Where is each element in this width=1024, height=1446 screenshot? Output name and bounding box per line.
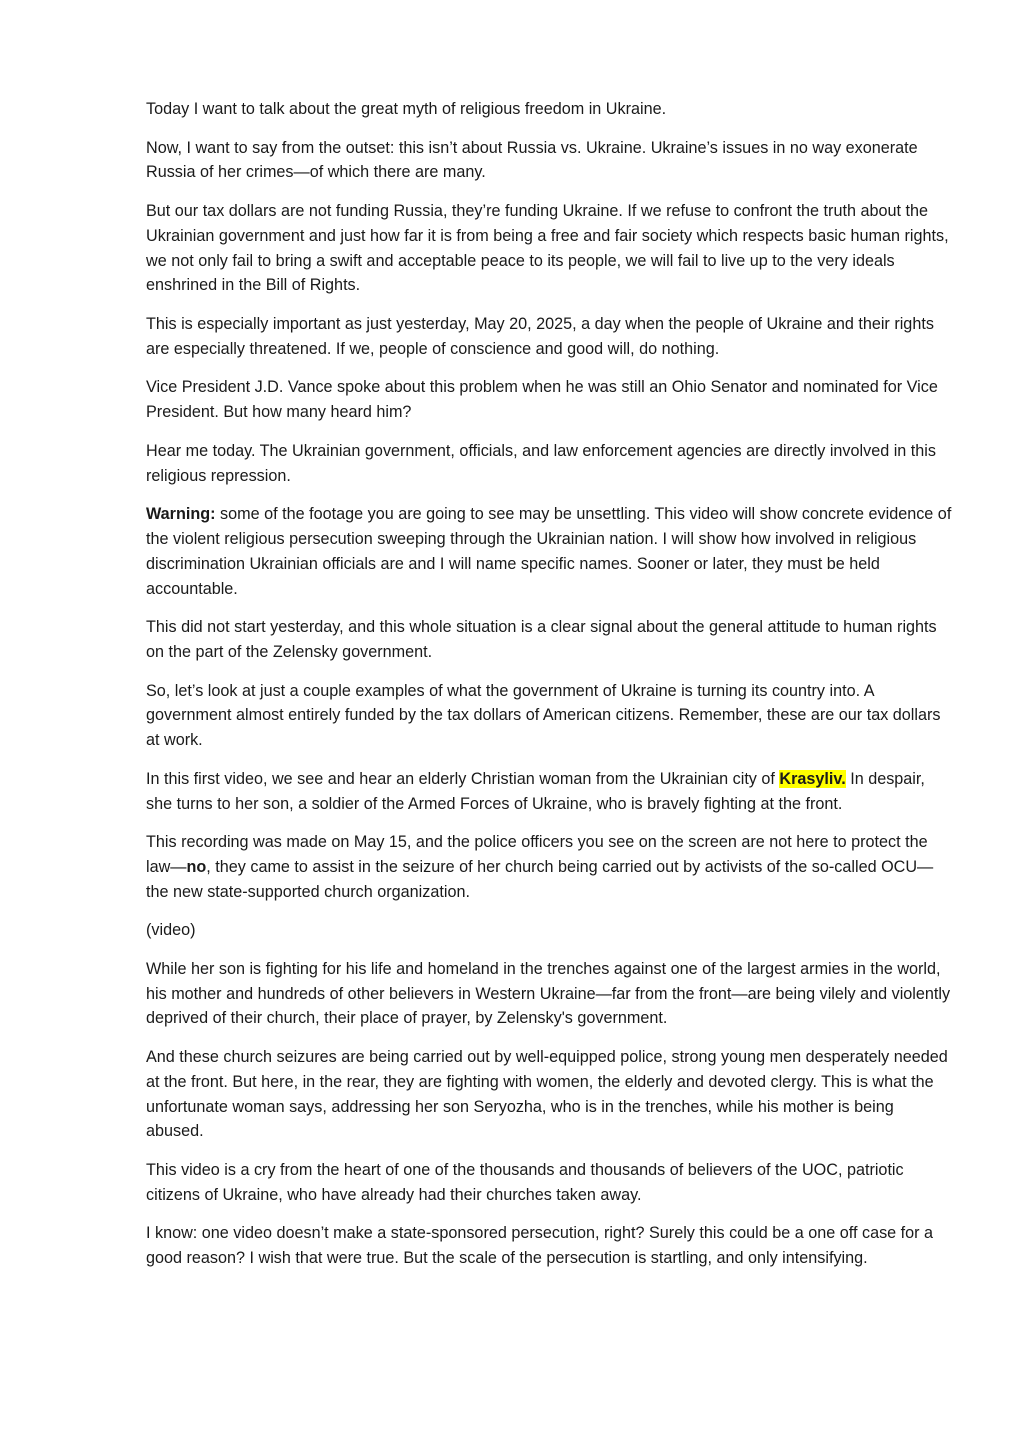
paragraph-text: Now, I want to say from the outset: this isn’t about Russia vs. Ukraine. Ukraine’s issues in no way exonerate Russia of her crimes—of which there are many. xyxy=(146,138,918,182)
paragraph-text: This did not start yesterday, and this whole situation is a clear signal about the general attitude to human rights on the part of the Zelensky government. xyxy=(146,618,937,661)
bold-no: no xyxy=(186,857,207,876)
paragraph-recording xyxy=(146,830,952,904)
paragraph-text: And these church seizures are being carried out by well-equipped police, strong young men desperately needed at the front. But here, in the rear, they are fighting with women, the elderly and devoted clergy. This is what the unfortunate woman says, addressing her son Seryozha, who is in the trenches, while his mother is being abused. xyxy=(146,1048,948,1141)
paragraph-intro xyxy=(146,97,952,122)
paragraph-text: (video) xyxy=(146,921,196,940)
document-page xyxy=(146,97,952,1285)
paragraph-text: Hear me today. The Ukrainian government, officials, and law enforcement agencies are directly involved in this religious repression. xyxy=(146,441,936,485)
paragraph-text: , they came to assist in the seizure of her church being carried out by activists of the so-called OCU—the new state-supported church organization. xyxy=(146,857,934,901)
paragraph-text: While her son is fighting for his life and homeland in the trenches against one of the largest armies in the world, his mother and hundreds of other believers in Western Ukraine—far from the front—are being vilely and violently deprived of their church, their place of prayer, by Zelensky's government. xyxy=(146,959,951,1028)
paragraph-text: some of the footage you are going to see may be unsettling. This video will show concrete evidence of the violent religious persecution sweeping through the Ukrainian nation. I will show how involved in religious discrimination Ukrainian officials are and I will name specific names. Sooner or later, they must be held accountable. xyxy=(146,505,952,598)
paragraph-text: In despair, she turns to her son, a soldier of the Armed Forces of Ukraine, who is bravely fighting at the front. xyxy=(146,769,925,813)
paragraph-first-video xyxy=(146,767,952,817)
paragraph-video-marker xyxy=(146,918,952,943)
paragraph-text: Today I want to talk about the great myth of religious freedom in Ukraine. xyxy=(146,100,667,118)
highlighted-city: Krasyliv. xyxy=(779,769,846,788)
paragraph-tax-dollars xyxy=(146,199,952,298)
paragraph-text: Vice President J.D. Vance spoke about this problem when he was still an Ohio Senator and nominated for Vice President. But how many heard him? xyxy=(146,378,938,422)
paragraph-text: So, let’s look at just a couple examples of what the government of Ukraine is turning its country into. A government almost entirely funded by the tax dollars of American citizens. Remember, these are our tax dollars at work. xyxy=(146,681,941,750)
paragraph-church-seizures xyxy=(146,1045,952,1144)
paragraph-son-fighting xyxy=(146,957,952,1031)
paragraph-warning xyxy=(146,502,952,601)
paragraph-not-yesterday xyxy=(146,615,952,665)
paragraph-text: This video is a cry from the heart of one of the thousands and thousands of believers of the UOC, patriotic citizens of Ukraine, who have already had their churches taken away. xyxy=(146,1161,904,1204)
paragraph-text: But our tax dollars are not funding Russia, they’re funding Ukraine. If we refuse to confront the truth about the Ukrainian government and just how far it is from being a free and fair society which respects basic human rights, we not only fail to bring a swift and acceptable peace to its people, we will fail to live up to the very ideals enshrined in the Bill of Rights. xyxy=(146,201,949,295)
paragraph-text: This is especially important as just yesterday, May 20, 2025, a day when the people of Ukraine and their rights are especially threatened. If we, people of conscience and good will, do nothing. xyxy=(146,314,934,358)
paragraph-cry xyxy=(146,1158,952,1208)
paragraph-text: I know: one video doesn’t make a state-sponsored persecution, right? Surely this could be a one off case for a good reason? I wish that were true. But the scale of the persecution is startling, and only intensifying. xyxy=(146,1224,934,1268)
paragraph-examples xyxy=(146,679,952,753)
paragraph-text: This recording was made on May 15, and the police officers you see on the screen are not here to protect the law— xyxy=(146,833,928,876)
paragraph-yesterday xyxy=(146,312,952,362)
warning-label: Warning: xyxy=(146,505,216,524)
paragraph-outset xyxy=(146,136,952,186)
paragraph-scale xyxy=(146,1221,952,1271)
paragraph-hear-me xyxy=(146,439,952,489)
paragraph-vance xyxy=(146,375,952,425)
paragraph-text: In this first video, we see and hear an elderly Christian woman from the Ukrainian city of xyxy=(146,769,780,788)
